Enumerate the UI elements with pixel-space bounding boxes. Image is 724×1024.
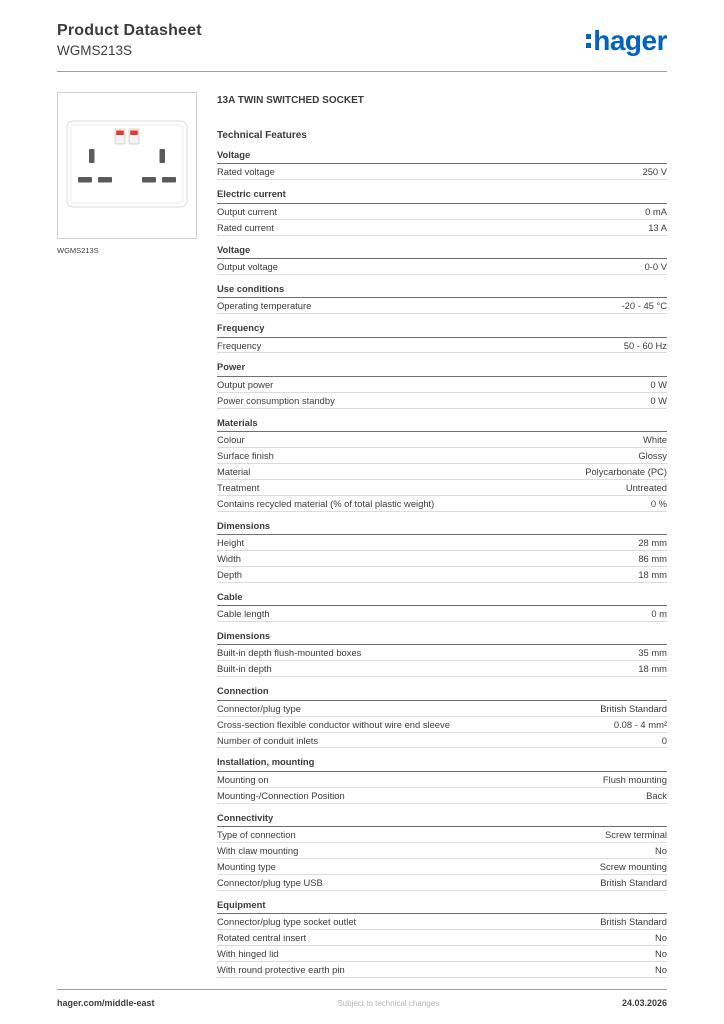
spec-value: 0.08 - 4 mm² [613,718,667,730]
spec-section [217,757,667,803]
spec-value: No [655,947,667,959]
spec-value: -20 - 45 °C [621,300,667,312]
spec-row [217,733,667,749]
spec-label: Surface finish [217,450,274,461]
spec-row [217,464,667,480]
spec-value: 0 mA [645,205,667,217]
spec-value: 35 mm [638,647,667,659]
product-image-column [57,92,197,978]
spec-row [217,788,667,804]
spec-value: 13 A [648,221,667,233]
spec-row [217,298,667,314]
spec-label: Depth [217,568,243,580]
spec-value: 0 [661,734,667,746]
spec-value: White [643,434,667,446]
spec-label: Connector/plug type socket outlet [217,916,357,928]
spec-label: Material [217,465,251,477]
spec-label: Output voltage [217,260,278,272]
spec-label: Connector/plug type [217,702,301,714]
hager-logo [586,25,667,56]
spec-value: Back [646,789,667,801]
spec-section-title: Cable [217,592,667,606]
spec-row [217,717,667,733]
spec-row [217,432,667,448]
spec-row [217,962,667,978]
spec-row [217,827,667,843]
spec-label: Rotated central insert [217,931,307,943]
spec-column [217,92,667,978]
technical-features-heading: Technical Features [217,130,307,141]
footer-website: hager.com/middle-east [57,998,155,1008]
spec-section-title: Power [217,362,667,376]
spec-row [217,377,667,393]
spec-label: Rated current [217,221,274,233]
spec-label: Built-in depth flush-mounted boxes [217,647,362,659]
spec-row [217,551,667,567]
spec-section [217,592,667,622]
spec-label: Frequency [217,339,262,351]
spec-section-title: Voltage [217,150,667,164]
spec-value: No [655,931,667,943]
spec-value: 250 V [642,166,667,178]
spec-label: Width [217,552,241,564]
spec-label: Operating temperature [217,300,312,312]
spec-label: Mounting-/Connection Position [217,789,345,801]
spec-label: With round protective earth pin [217,963,345,975]
spec-section [217,362,667,408]
spec-label: Rated voltage [217,166,275,178]
spec-value: British Standard [600,916,667,928]
spec-value: 0 W [650,378,667,390]
spec-value: 0 m [651,608,667,620]
spec-value: No [655,963,667,975]
spec-label: Mounting type [217,860,276,872]
spec-row [217,661,667,677]
spec-section [217,245,667,275]
spec-label: Connector/plug type USB [217,876,323,888]
spec-label: Treatment [217,481,260,493]
spec-value: Screw terminal [605,829,667,841]
spec-section-title: Installation, mounting [217,757,667,771]
hager-logo-text: hager [593,25,667,56]
spec-label: Built-in depth [217,663,272,675]
spec-section [217,813,667,891]
spec-value: Glossy [638,450,667,461]
spec-value: British Standard [600,702,667,714]
spec-section [217,521,667,583]
spec-label: Number of conduit inlets [217,734,319,746]
spec-row [217,204,667,220]
twin-socket-illustration [58,93,196,238]
spec-section-title: Dimensions [217,521,667,535]
product-name: 13A TWIN SWITCHED SOCKET [217,95,364,106]
spec-label: Cable length [217,608,270,620]
header-divider [57,71,667,72]
spec-value: British Standard [600,876,667,888]
footer-disclaimer: Subject to technical changes [337,999,440,1008]
spec-label: Output current [217,205,277,217]
spec-section [217,189,667,235]
spec-sections [217,150,667,978]
spec-row [217,645,667,661]
spec-section [217,900,667,978]
spec-label: Mounting on [217,773,269,785]
spec-value: 0 W [650,394,667,406]
spec-label: Cross-section flexible conductor without wire end sleeve [217,718,450,730]
spec-row [217,535,667,551]
spec-section [217,150,667,180]
header-text-block [57,22,202,58]
spec-row [217,843,667,859]
spec-row [217,338,667,354]
spec-row [217,701,667,717]
spec-value: 0 % [650,497,667,509]
spec-section [217,418,667,512]
spec-section-title: Voltage [217,245,667,259]
spec-section-title: Materials [217,418,667,432]
spec-label: Type of connection [217,829,296,841]
spec-row [217,946,667,962]
spec-row [217,875,667,891]
spec-row [217,480,667,496]
spec-label: Colour [217,434,245,446]
spec-row [217,259,667,275]
spec-section [217,323,667,353]
spec-section-title: Electric current [217,189,667,203]
product-reference: WGMS213S [57,43,133,58]
spec-section-title: Connectivity [217,813,667,827]
page-footer [57,989,667,1008]
spec-value: 18 mm [638,663,667,675]
page-header [57,22,667,58]
spec-value: 86 mm [638,552,667,564]
spec-row [217,496,667,512]
spec-value: 28 mm [638,537,667,549]
spec-value: Untreated [625,481,667,493]
spec-value: Flush mounting [602,773,667,785]
spec-value: Screw mounting [599,860,667,872]
spec-section-title: Use conditions [217,284,667,298]
content-area [57,92,667,978]
spec-row [217,930,667,946]
spec-section [217,686,667,748]
spec-value: 50 - 60 Hz [623,339,667,351]
spec-section [217,284,667,314]
spec-value: No [655,844,667,856]
spec-value: 0-0 V [644,260,667,272]
spec-section-title: Connection [217,686,667,700]
spec-value: Polycarbonate (PC) [585,465,667,477]
hager-logo-colon-icon [586,34,591,52]
page-title: Product Datasheet [57,22,202,39]
spec-label: Power consumption standby [217,394,335,406]
product-image [57,92,197,239]
product-image-caption: WGMS213S [57,246,99,255]
spec-label: With hinged lid [217,947,279,959]
spec-row [217,606,667,622]
spec-label: Contains recycled material (% of total plastic weight) [217,497,435,509]
spec-section-title: Dimensions [217,631,667,645]
spec-row [217,772,667,788]
spec-row [217,914,667,930]
footer-date: 24.03.2026 [621,998,667,1008]
spec-label: With claw mounting [217,844,299,856]
spec-label: Output power [217,378,274,390]
spec-section-title: Frequency [217,323,667,337]
spec-row [217,859,667,875]
spec-row [217,448,667,464]
spec-value: 18 mm [638,568,667,580]
spec-label: Height [217,537,245,549]
spec-row [217,164,667,180]
spec-row [217,567,667,583]
spec-row [217,220,667,236]
spec-section-title: Equipment [217,900,667,914]
spec-section [217,631,667,677]
spec-row [217,393,667,409]
